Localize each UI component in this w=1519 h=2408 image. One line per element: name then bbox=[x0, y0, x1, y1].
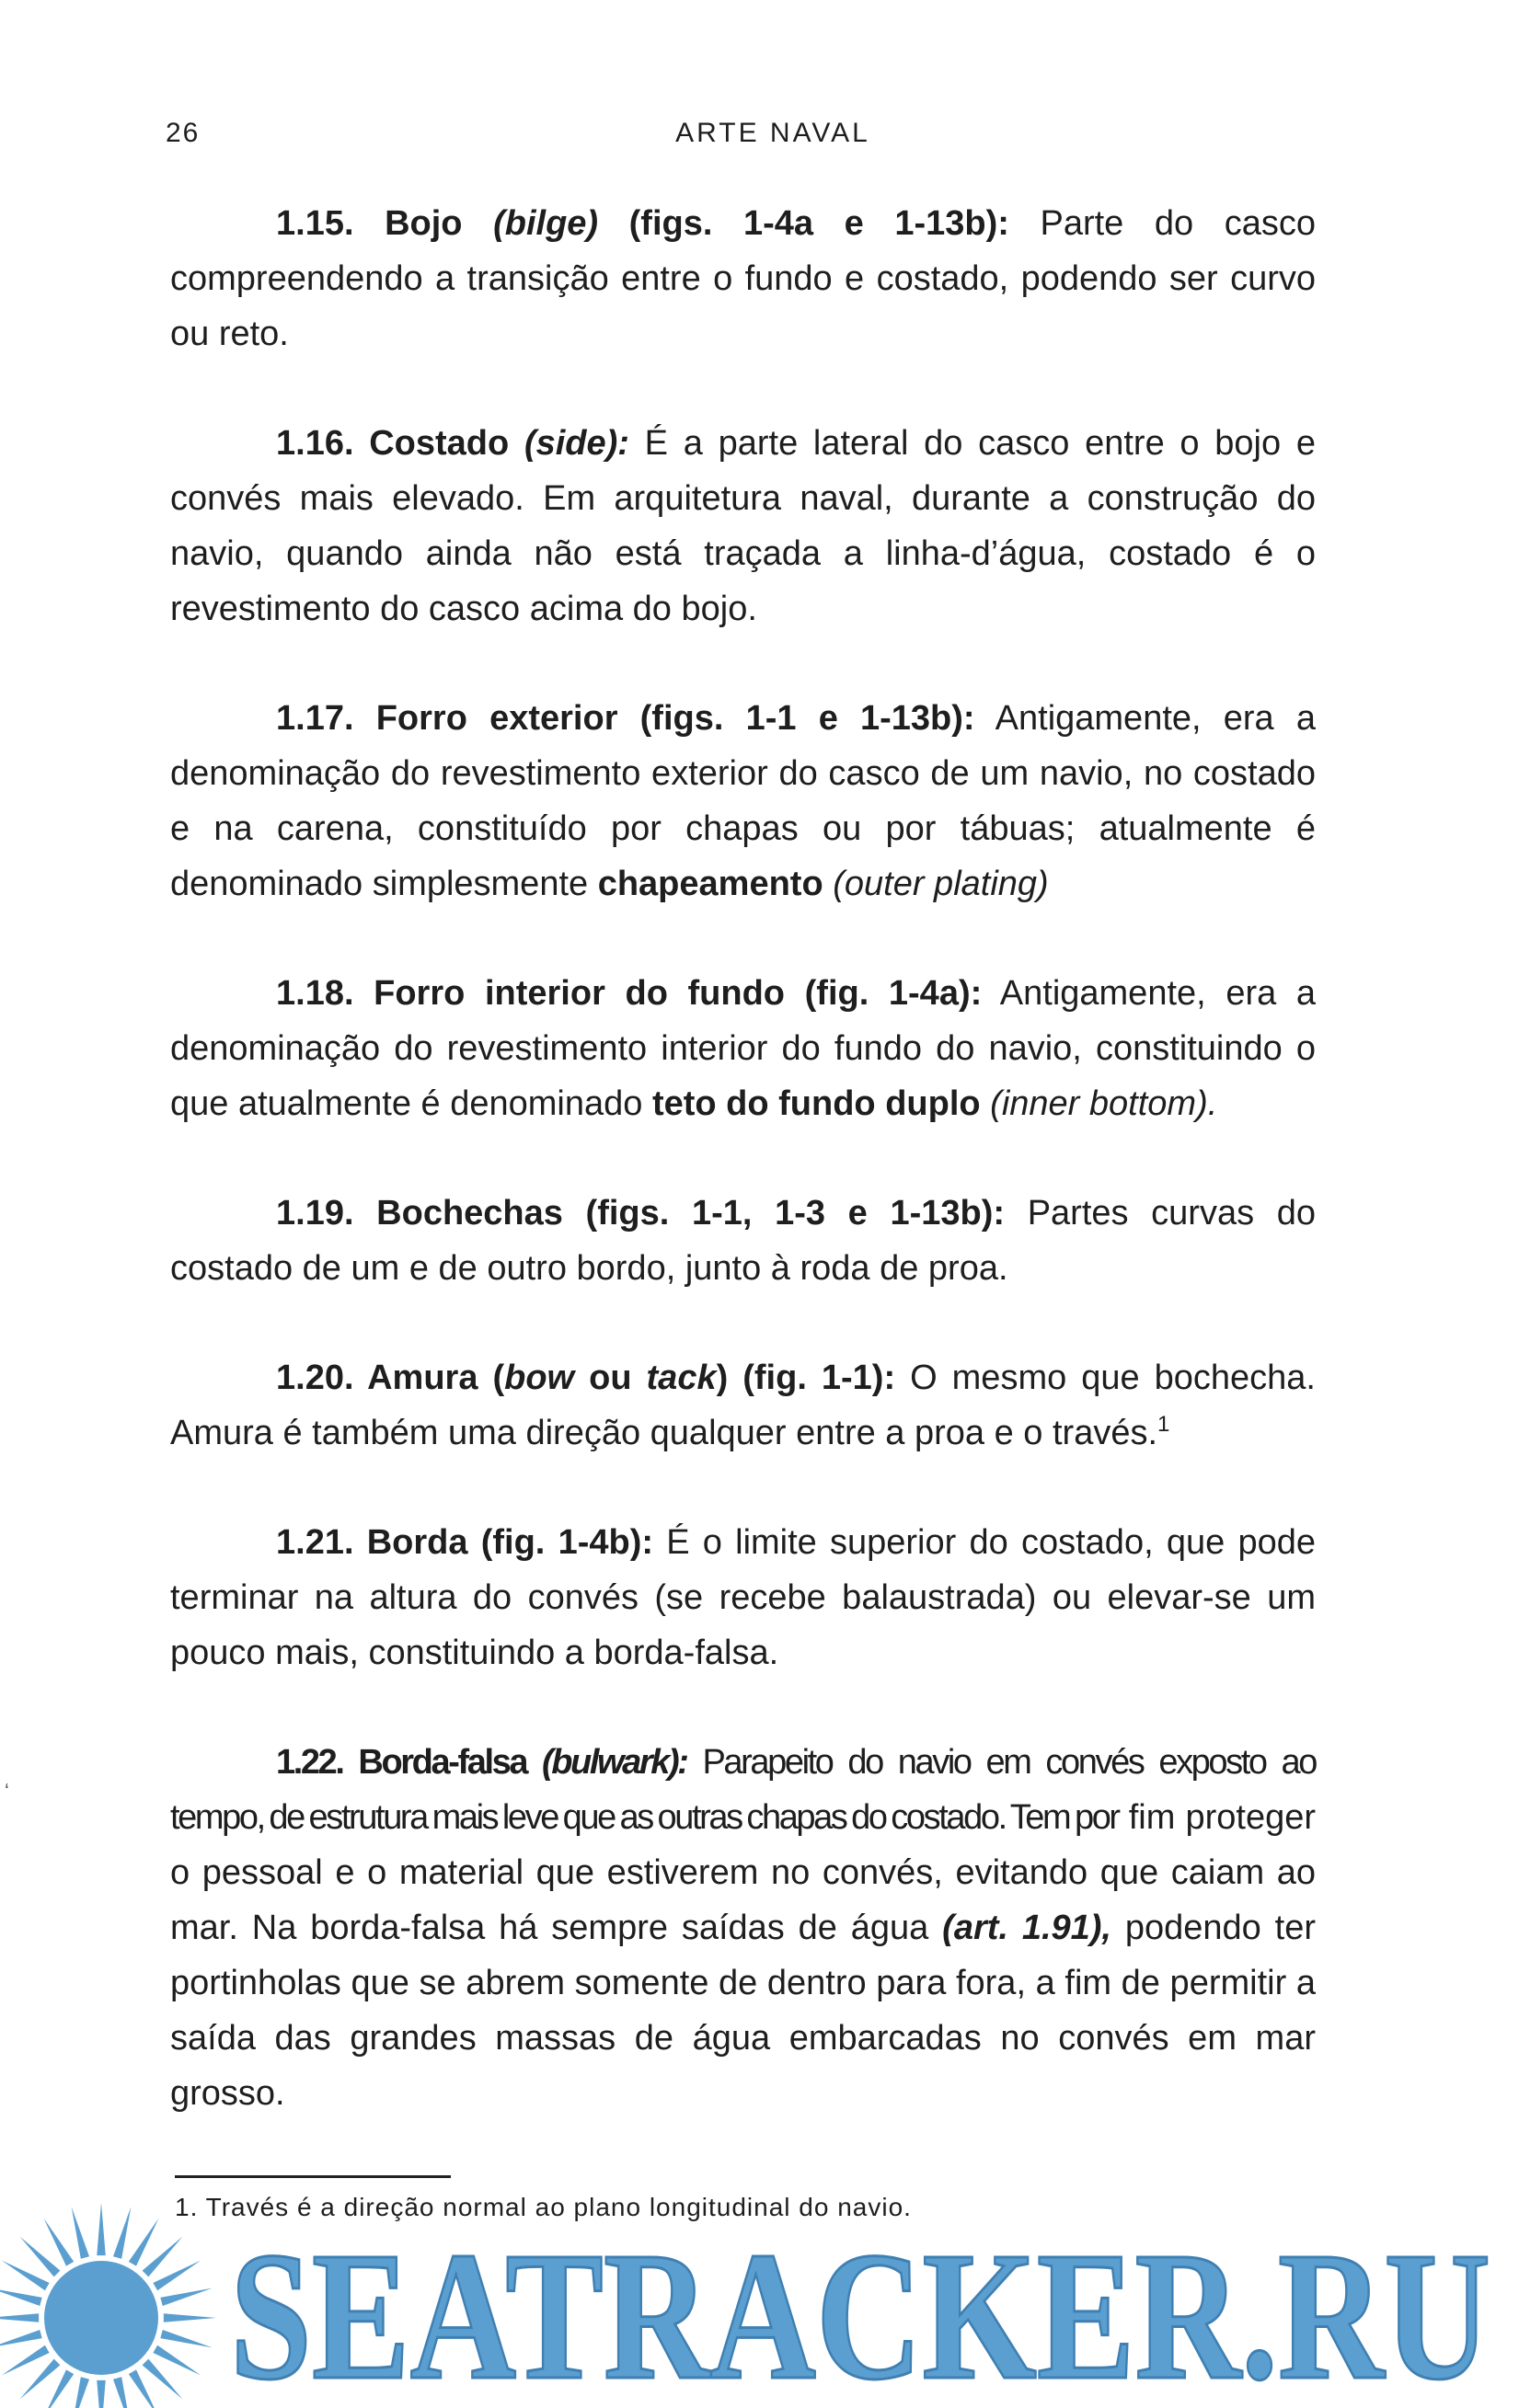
text-run: (bilge) bbox=[493, 204, 599, 243]
text-run: (side): bbox=[524, 424, 629, 463]
paragraph-1-21 bbox=[170, 1515, 1316, 1680]
text-run: 1.16. Costado bbox=[276, 424, 524, 463]
text-run: (art. 1.91), bbox=[942, 1909, 1111, 1947]
text-run: 1.15. Bojo bbox=[276, 204, 494, 243]
text-run: 1.18. Forro interior do fundo (fig. 1-4a): bbox=[276, 974, 983, 1013]
text-run: É a parte lateral do casco entre o bojo e convés mais elevado. Em arquitetura naval, durante a construção do navio, quando ainda não está traçada a linha-d’água, costado é o revestimento do casco acima do bojo. bbox=[170, 424, 1316, 628]
paragraph-1-19 bbox=[170, 1186, 1316, 1296]
text-run: tack bbox=[646, 1359, 717, 1397]
text-run: teto do fundo duplo bbox=[651, 1084, 981, 1123]
text-run: bow bbox=[504, 1359, 575, 1397]
text-run: É o limite superior do costado, que pode terminar na altura do convés (se recebe balaustrada) ou elevar-se um pouco mais, constituindo a borda-falsa. bbox=[170, 1523, 1316, 1672]
text-run: ou bbox=[574, 1359, 647, 1397]
text-run: Parte do casco compreendendo a transição entre o fundo e costado, podendo ser curvo ou reto. bbox=[170, 204, 1316, 353]
footnote-rule bbox=[175, 2175, 451, 2178]
text-run: O mesmo que bochecha. Amura é também uma direção qualquer entre a proa e o través. bbox=[170, 1359, 1316, 1452]
watermark-text: SEATRACKER.RU bbox=[230, 2215, 1490, 2408]
page-number: 26 bbox=[166, 118, 201, 148]
paragraph-1-17 bbox=[170, 691, 1316, 912]
text-run: (inner bottom). bbox=[980, 1084, 1218, 1123]
text-run: Parapeito do navio em convés exposto ao tempo, de estrutura mais leve que as outras chapas do costado. Tem por bbox=[170, 1743, 1316, 1837]
text-run: Antigamente, era a denominação do revestimento interior do fundo do navio, constituindo o que atualmente é denominado bbox=[170, 974, 1316, 1123]
watermark bbox=[0, 2180, 1519, 2408]
footnote-ref: 1 bbox=[1157, 1412, 1170, 1437]
text-run: chapeamento bbox=[597, 865, 823, 903]
paragraph-1-18 bbox=[170, 966, 1316, 1131]
paragraph-1-22 bbox=[170, 1735, 1316, 2121]
footnote: 1. Través é a direção normal ao plano longitudinal do navio. bbox=[175, 2193, 912, 2221]
margin-mark: ʻ bbox=[5, 1780, 9, 1803]
paragraph-1-15 bbox=[170, 196, 1316, 361]
text-run: 1.21. Borda (fig. 1-4b): bbox=[276, 1523, 654, 1562]
paragraph-1-16 bbox=[170, 416, 1316, 636]
text-run: Partes curvas do costado de um e de outro bordo, junto à roda de proa. bbox=[170, 1194, 1317, 1288]
sun-icon bbox=[0, 2203, 216, 2408]
text-run: podendo ter portinholas que se abrem somente de dentro para fora, a fim de permitir a saída das grandes massas de água embarcadas no convés em mar grosso. bbox=[170, 1909, 1316, 2113]
running-title: ARTE NAVAL bbox=[675, 118, 870, 148]
text-run: Antigamente, era a denominação do revestimento exterior do casco de um navio, no costado e na carena, constituído por chapas ou por tábuas; atualmente é denominado simplesmente bbox=[170, 699, 1316, 903]
text-run: 1.20. Amura ( bbox=[276, 1359, 505, 1397]
text-run: 1.19. Bochechas (figs. 1-1, 1-3 e 1-13b): bbox=[276, 1194, 1006, 1233]
text-run: fim proteger o pessoal e o material que estiverem no convés, evitando que caiam ao mar. Na borda-falsa há sempre saídas de água bbox=[170, 1798, 1316, 1947]
text-run: (bulwark): bbox=[526, 1743, 687, 1782]
body-text bbox=[170, 196, 1316, 2175]
text-run: ) (fig. 1-1): bbox=[716, 1359, 896, 1397]
page-header bbox=[166, 118, 1316, 155]
text-run: (figs. 1-4a e 1-13b): bbox=[598, 204, 1009, 243]
paragraph-1-20 bbox=[170, 1350, 1316, 1461]
text-run: 1.22. Borda-falsa bbox=[276, 1743, 527, 1782]
text-run: 1.17. Forro exterior (figs. 1-1 e 1-13b): bbox=[276, 699, 975, 738]
text-run: (outer plating) bbox=[823, 865, 1049, 903]
